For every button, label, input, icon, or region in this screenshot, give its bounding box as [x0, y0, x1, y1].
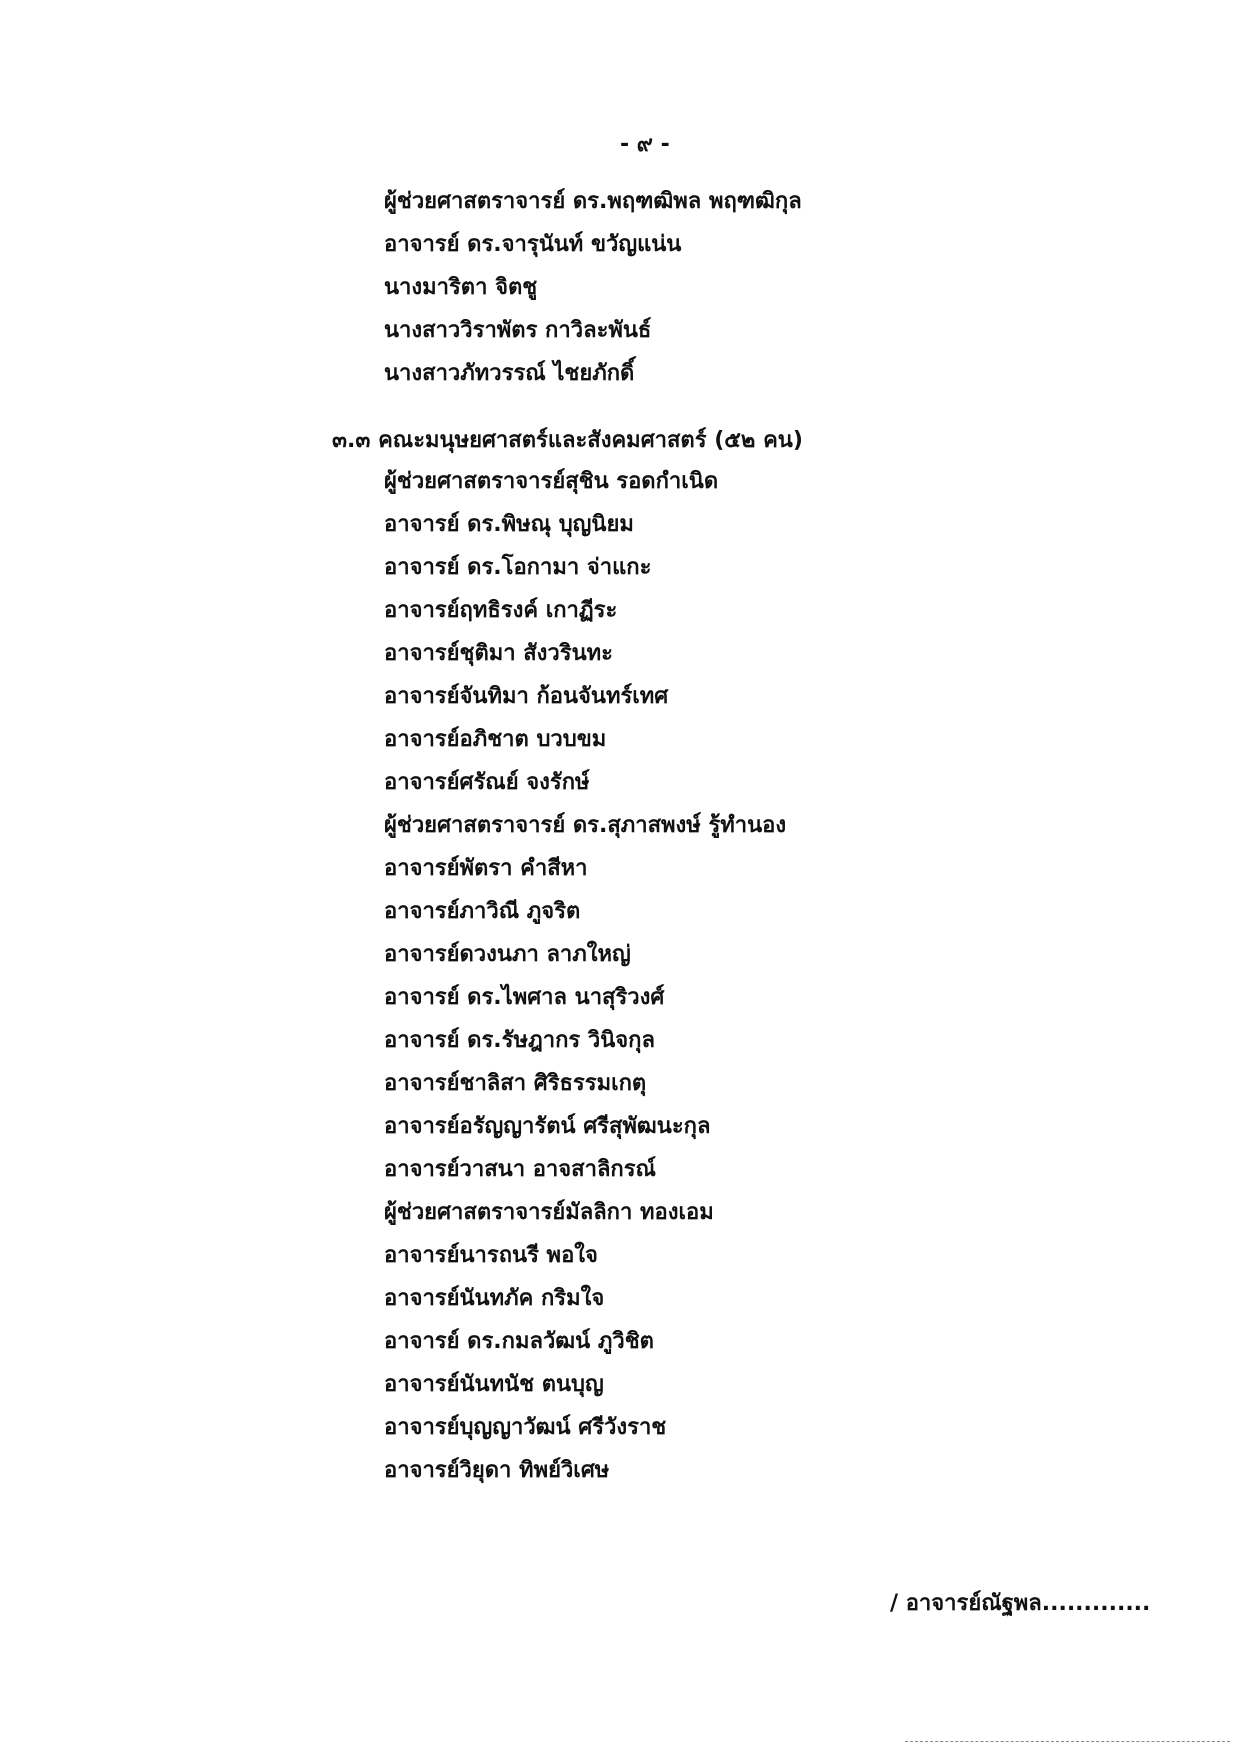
section-heading: ๓.๓ คณะมนุษยศาสตร์และสังคมศาสตร์ (๕๒ คน)	[332, 428, 803, 453]
list-item: อาจารย์พัตรา คำสีหา	[384, 856, 588, 881]
list-item: อาจารย์วิยุดา ทิพย์วิเศษ	[384, 1458, 610, 1483]
list-item: อาจารย์ ดร.ไพศาล นาสุริวงศ์	[384, 985, 665, 1010]
list-item: อาจารย์นันทภัค กริมใจ	[384, 1286, 605, 1311]
list-item: อาจารย์ ดร.พิษณุ บุญนิยม	[384, 512, 634, 537]
list-item: อาจารย์ฤทธิรงค์ เกาฏีระ	[384, 598, 618, 623]
list-item: อาจารย์ ดร.รัษฎากร วินิจกุล	[384, 1028, 655, 1053]
list-item: ผู้ช่วยศาสตราจารย์มัลลิกา ทองเอม	[384, 1200, 714, 1225]
list-item: อาจารย์จันทิมา ก้อนจันทร์เทศ	[384, 684, 669, 709]
list-item: ผู้ช่วยศาสตราจารย์ ดร.สุภาสพงษ์ รู้ทำนอง	[384, 813, 787, 838]
list-item: อาจารย์ดวงนภา ลาภใหญ่	[384, 942, 631, 967]
list-item: อาจารย์ ดร.โอกามา จ่าแกะ	[384, 555, 652, 580]
list-item: นางสาวภัทวรรณ์ ไชยภักดิ์	[384, 361, 635, 386]
list-item: อาจารย์อภิชาต บวบขม	[384, 727, 607, 752]
section-name-list	[384, 460, 786, 1492]
list-item: อาจารย์ชาลิสา ศิริธรรมเกตุ	[384, 1071, 647, 1096]
top-name-list	[384, 180, 802, 395]
continuation-note: / อาจารย์ณัฐพล.............	[890, 1591, 1151, 1616]
page-number: - ๙ -	[620, 132, 670, 157]
list-item: อาจารย์ภาวิณี ภูจริต	[384, 899, 581, 924]
list-item: อาจารย์ ดร.กมลวัฒน์ ภูวิชิต	[384, 1329, 654, 1354]
list-item: อาจารย์อรัญญารัตน์ ศรีสุพัฒนะกุล	[384, 1114, 711, 1139]
list-item: อาจารย์ชุติมา สังวรินทะ	[384, 641, 613, 666]
list-item: อาจารย์ศรัณย์ จงรักษ์	[384, 770, 590, 795]
list-item: อาจารย์วาสนา อาจสาลิกรณ์	[384, 1157, 656, 1182]
list-item: อาจารย์นารถนรี พอใจ	[384, 1243, 598, 1268]
list-item: ผู้ช่วยศาสตราจารย์สุชิน รอดกำเนิด	[384, 469, 719, 494]
list-item: นางสาววิราพัตร กาวิละพันธ์	[384, 318, 652, 343]
scan-artifact-line	[905, 1741, 1230, 1742]
list-item: อาจารย์ ดร.จารุนันท์ ขวัญแน่น	[384, 232, 682, 257]
list-item: นางมาริตา จิตชู	[384, 275, 538, 300]
list-item: อาจารย์บุญญาวัฒน์ ศรีวังราช	[384, 1415, 667, 1440]
list-item: อาจารย์นันทนัช ตนบุญ	[384, 1372, 604, 1397]
list-item: ผู้ช่วยศาสตราจารย์ ดร.พฤฑฒิพล พฤฑฒิกุล	[384, 189, 802, 214]
